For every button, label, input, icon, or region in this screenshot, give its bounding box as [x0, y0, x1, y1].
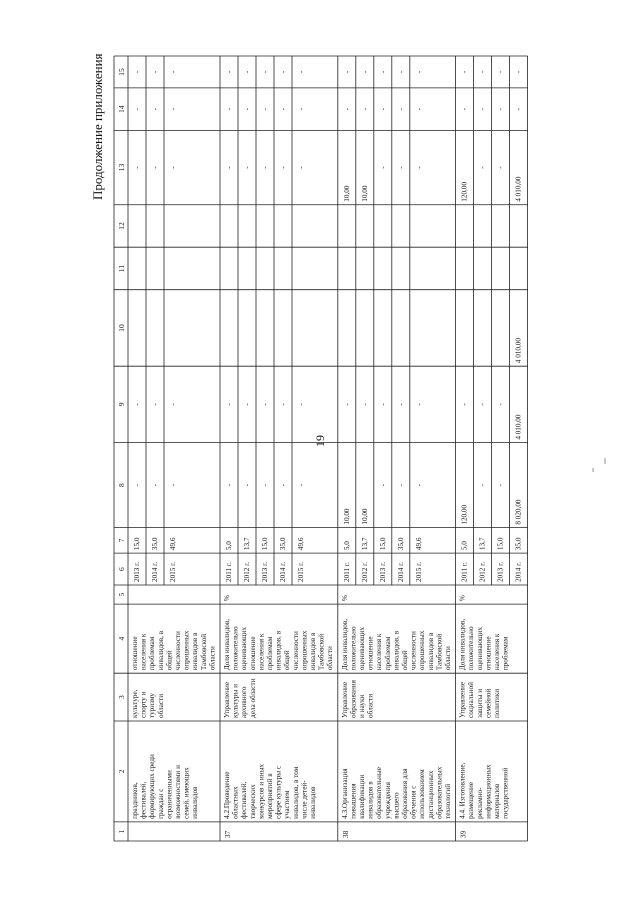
indicator-line: Тамбовской	[435, 633, 444, 671]
measure-name-line: возможностями и	[174, 765, 182, 819]
amount-cell-15: -	[133, 70, 141, 74]
amount-cell-14: -	[261, 107, 269, 111]
measure-name-line: сфере культуры с	[274, 765, 283, 819]
indicator-line: Тамбовской	[199, 633, 208, 671]
document-table	[110, 50, 565, 845]
row-number: 38	[341, 830, 350, 838]
executor-line: семейной	[484, 688, 493, 718]
indicator-line: Доля инвалидов,	[223, 618, 231, 671]
indicator-line: инвалидов в	[426, 632, 435, 671]
table-grid	[110, 50, 565, 845]
amount-cell-14: -	[496, 107, 505, 111]
row-number: 37	[224, 830, 232, 838]
year-cell: 2014 г.	[151, 561, 159, 582]
unit-cell: %	[458, 595, 467, 602]
indicator-line: Доля инвалидов,	[458, 618, 467, 671]
value-cell: 13,7	[243, 537, 251, 551]
amount-cell-13: -	[378, 166, 387, 169]
year-cell: 2014 г.	[514, 561, 523, 582]
executor-line: культуры и	[231, 683, 240, 718]
value-cell: 5,0	[460, 541, 469, 551]
amount-cell-8: 8 020,00	[514, 499, 523, 525]
column-header-9: 9	[117, 402, 126, 407]
amount-cell-8: -	[496, 483, 505, 487]
amount-cell-9: -	[378, 403, 387, 406]
year-cell: 2013 г.	[378, 561, 387, 582]
unit-cell: %	[340, 595, 349, 602]
year-cell: 2013 г.	[133, 561, 141, 582]
amount-cell-14: -	[478, 107, 487, 111]
indicator-line: инвалидов, в	[274, 630, 283, 671]
executor-line: и науки	[358, 694, 366, 718]
column-header-14: 14	[117, 105, 126, 113]
amount-cell-15: -	[225, 70, 233, 74]
measure-name-line: рекламно-	[475, 787, 484, 819]
measure-name-line: областных	[231, 786, 240, 819]
indicator-line: инвалидов, в	[156, 630, 165, 671]
measure-name-line: семей, имеющих	[182, 767, 191, 819]
amount-cell-8: -	[378, 483, 387, 487]
amount-cell-15: -	[514, 70, 523, 74]
year-cell: 2015 г.	[414, 561, 423, 582]
indicator-line: оценивающих	[240, 626, 249, 671]
amount-cell-13: -	[133, 166, 141, 169]
value-cell: 15,0	[378, 537, 387, 551]
column-header-3: 3	[117, 695, 126, 699]
amount-cell-14: -	[225, 107, 233, 111]
amount-cell-9: -	[261, 403, 269, 406]
rotated-table	[114, 56, 528, 841]
measure-name-line: фестивалей,	[240, 781, 249, 819]
year-cell: 2011 г.	[460, 562, 469, 582]
amount-cell-14: -	[378, 107, 387, 111]
indicator-line: положительно	[349, 626, 358, 671]
amount-cell-14: -	[514, 107, 523, 111]
amount-cell-9: -	[360, 403, 369, 406]
measure-name-line: творческих	[248, 784, 257, 819]
executor-line: области	[366, 693, 375, 718]
measure-name-line: 4.2.Проведение	[223, 771, 231, 819]
amount-cell-8: -	[151, 483, 159, 487]
indicator-line: опрошенных	[418, 630, 427, 671]
amount-cell-8: -	[225, 483, 233, 487]
column-header-1: 1	[117, 829, 126, 834]
scan-speck	[592, 468, 594, 472]
year-cell: 2011 г.	[225, 562, 233, 582]
amount-cell-13: -	[396, 166, 405, 169]
amount-cell-15: -	[261, 70, 269, 74]
indicator-line: инвалидов в	[191, 632, 200, 671]
value-cell: 35,0	[514, 537, 523, 551]
value-cell: 13,7	[478, 537, 487, 551]
year-cell: 2015 г.	[169, 561, 177, 582]
executor-line: защиты и	[475, 688, 484, 718]
year-cell: 2011 г.	[342, 562, 351, 582]
amount-cell-13: 120,00	[460, 181, 469, 202]
amount-cell-8: -	[261, 483, 269, 487]
indicator-line: оценивающих	[475, 626, 484, 671]
amount-cell-9: -	[225, 403, 233, 406]
scan-speck	[604, 458, 606, 464]
amount-cell-15: -	[460, 70, 469, 74]
indicator-line: отношение	[484, 636, 493, 671]
amount-cell-13: 10,00	[360, 185, 369, 202]
indicator-line: области	[208, 646, 217, 671]
measure-name-line: дистанционных	[426, 770, 435, 819]
amount-cell-9: -	[151, 403, 159, 406]
measure-name-line: 4.3.Организация	[340, 768, 349, 819]
indicator-line: населения к	[493, 633, 501, 671]
executor-line: Управление	[340, 681, 349, 718]
amount-cell-9: -	[496, 403, 505, 406]
indicator-line: численности	[409, 631, 418, 671]
indicator-line: области	[326, 646, 335, 671]
executor-line: архивного	[240, 686, 249, 718]
amount-cell-9: -	[243, 403, 251, 406]
year-cell: 2012 г.	[360, 561, 369, 582]
measure-name-line: материалов	[493, 783, 501, 819]
amount-cell-9: -	[342, 403, 351, 406]
year-cell: 2012 г.	[478, 561, 487, 582]
indicator-line: общей	[401, 650, 409, 671]
value-cell: 15,0	[496, 537, 505, 551]
executor-line: социальной	[467, 682, 476, 718]
measure-name-line: фестивалей,	[139, 781, 148, 819]
measure-name-line: граждан с	[156, 788, 165, 819]
measure-name-line: 4.4. Изготовление,	[458, 762, 467, 819]
column-header-2: 2	[117, 769, 126, 774]
amount-cell-8: 120,00	[460, 504, 469, 525]
amount-cell-9: -	[297, 403, 305, 406]
amount-cell-14: -	[133, 107, 141, 111]
amount-cell-15: -	[360, 70, 369, 74]
measure-name-line: участием	[283, 790, 292, 819]
amount-cell-13: 4 010,00	[514, 176, 523, 202]
amount-cell-13: -	[261, 166, 269, 169]
executor-line: спорту и	[139, 691, 148, 718]
indicator-line: отношение	[248, 636, 257, 671]
indicator-line: инвалидов, в	[392, 630, 401, 671]
column-header-8: 8	[117, 483, 126, 488]
value-cell: 49,6	[414, 537, 423, 551]
value-cell: 15,0	[133, 537, 141, 551]
value-cell: 49,6	[297, 537, 305, 551]
measure-name-line: инвалидов, в том	[291, 766, 300, 819]
year-cell: 2015 г.	[297, 561, 305, 582]
column-header-11: 11	[117, 264, 126, 273]
executor-line: туризму	[148, 692, 157, 718]
amount-cell-13: -	[151, 166, 159, 169]
amount-cell-14: -	[342, 107, 351, 111]
column-header-13: 13	[117, 163, 126, 172]
amount-cell-13: -	[243, 166, 251, 169]
amount-cell-15: -	[478, 70, 487, 74]
amount-cell-14: -	[360, 107, 369, 111]
measure-name-line: инвалидов	[309, 786, 317, 819]
executor-line: образования	[349, 680, 358, 718]
amount-cell-8: -	[243, 483, 251, 487]
indicator-line: Доля инвалидов,	[340, 618, 349, 671]
amount-cell-8: -	[133, 483, 141, 487]
measure-name-line: образования для	[401, 768, 409, 819]
amount-cell-9: -	[414, 403, 423, 406]
row-number: 39	[459, 830, 468, 838]
indicator-line: отношение	[366, 636, 375, 671]
amount-cell-14: -	[169, 107, 177, 111]
measure-name-line: размещение	[467, 782, 476, 819]
amount-cell-14: -	[396, 107, 405, 111]
amount-cell-14: -	[279, 107, 287, 111]
amount-cell-9: -	[460, 403, 469, 406]
amount-cell-15: -	[169, 70, 177, 74]
amount-cell-9: -	[279, 403, 287, 406]
amount-cell-8: -	[396, 483, 405, 487]
measure-name-line: государственной	[501, 767, 510, 819]
executor-line: политики	[493, 688, 501, 718]
column-header-10: 10	[117, 324, 126, 332]
amount-cell-8: -	[279, 483, 287, 487]
value-cell: 13,7	[360, 537, 369, 551]
measure-name-line: квалификации	[358, 774, 366, 819]
indicator-line: инвалидов в	[309, 632, 317, 671]
indicator-line: положительно	[467, 626, 476, 671]
amount-cell-8: 10,00	[342, 508, 351, 525]
executor-line: Управление	[223, 681, 231, 718]
column-header-6: 6	[117, 567, 126, 571]
amount-cell-14: -	[297, 107, 305, 111]
measure-name-line: образовательные	[375, 767, 384, 819]
amount-cell-13: -	[496, 166, 505, 169]
executor-line: Управление	[458, 681, 467, 718]
indicator-line: проблемам	[266, 636, 274, 671]
column-header-5: 5	[117, 592, 126, 597]
value-cell: 5,0	[342, 541, 351, 551]
amount-cell-15: -	[378, 70, 387, 74]
value-cell: 35,0	[151, 537, 159, 551]
amount-cell-13: -	[169, 166, 177, 169]
continuation-heading: Продолжение приложения	[90, 53, 105, 200]
amount-cell-13: -	[478, 166, 487, 169]
amount-cell-15: -	[396, 70, 405, 74]
indicator-line: проблемам	[501, 636, 510, 671]
executor-line: дела области	[248, 678, 257, 718]
amount-cell-8: -	[478, 483, 487, 487]
year-cell: 2014 г.	[396, 561, 405, 582]
amount-cell-10: 4 010,00	[514, 338, 523, 364]
amount-cell-9: 4 010,00	[514, 414, 523, 440]
amount-cell-8: -	[169, 483, 177, 487]
measure-name-line: числе детей-	[300, 780, 309, 819]
amount-cell-13: 10,00	[342, 185, 351, 202]
amount-cell-8: -	[414, 483, 423, 487]
indicator-line: оценивающих	[358, 626, 366, 671]
measure-name-line: повышения	[349, 783, 358, 819]
amount-cell-15: -	[297, 70, 305, 74]
measure-name-line: образовательных	[435, 766, 444, 819]
year-cell: 2014 г.	[279, 561, 287, 582]
value-cell: 35,0	[396, 537, 405, 551]
measure-name-line: технологий	[444, 783, 452, 819]
measure-name-line: мероприятий в	[266, 773, 274, 819]
measure-name-line: учреждения	[383, 782, 392, 819]
measure-name-line: инвалидов в	[366, 781, 375, 819]
amount-cell-9: -	[169, 403, 177, 406]
measure-name-line: инвалидов	[191, 786, 200, 819]
measure-name-line: формирующих среди	[148, 754, 157, 819]
value-cell: 49,6	[169, 537, 177, 551]
indicator-line: общей	[165, 650, 174, 671]
measure-name-line: использованием	[418, 769, 427, 819]
amount-cell-9: -	[133, 403, 141, 406]
year-cell: 2013 г.	[261, 561, 269, 582]
amount-cell-15: -	[342, 70, 351, 74]
measure-name-line: праздников,	[131, 782, 139, 819]
measure-name-line: высшего	[392, 792, 401, 819]
amount-cell-9: -	[396, 403, 405, 406]
indicator-line: численности	[174, 631, 182, 671]
indicator-line: общей	[283, 650, 292, 671]
value-cell: 5,0	[225, 541, 233, 551]
indicator-line: проблемам	[383, 636, 392, 671]
column-header-15: 15	[117, 68, 126, 76]
amount-cell-8: 10,00	[360, 508, 369, 525]
column-header-7: 7	[117, 538, 126, 543]
indicator-line: Тамбовской	[317, 633, 326, 671]
amount-cell-9: -	[478, 403, 487, 406]
indicator-line: проблемам	[148, 636, 157, 671]
amount-cell-14: -	[243, 107, 251, 111]
indicator-line: опрошенных	[300, 630, 309, 671]
indicator-line: опрошенных	[182, 630, 191, 671]
amount-cell-13: -	[279, 166, 287, 169]
column-header-12: 12	[117, 222, 126, 230]
amount-cell-13: -	[297, 166, 305, 169]
indicator-line: населения к	[139, 633, 148, 671]
amount-cell-14: -	[414, 107, 423, 111]
indicator-line: численности	[291, 631, 300, 671]
amount-cell-14: -	[460, 107, 469, 111]
measure-name-line: информационных	[484, 764, 493, 819]
amount-cell-15: -	[279, 70, 287, 74]
amount-cell-15: -	[414, 70, 423, 74]
year-cell: 2012 г.	[243, 561, 251, 582]
page-number: 19	[313, 435, 327, 447]
amount-cell-15: -	[496, 70, 505, 74]
value-cell: 15,0	[261, 537, 269, 551]
amount-cell-15: -	[151, 70, 159, 74]
value-cell: 35,0	[279, 537, 287, 551]
amount-cell-15: -	[243, 70, 251, 74]
amount-cell-13: -	[225, 166, 233, 169]
amount-cell-8: -	[297, 483, 305, 487]
executor-line: культуре,	[131, 689, 139, 718]
indicator-line: области	[444, 646, 452, 671]
indicator-line: отношение	[131, 636, 139, 671]
amount-cell-14: -	[151, 107, 159, 111]
executor-line: области	[156, 693, 165, 718]
amount-cell-13: -	[414, 166, 423, 169]
year-cell: 2013 г.	[496, 561, 505, 582]
unit-cell: %	[223, 595, 231, 602]
measure-name-line: конкурсов и иных	[257, 763, 266, 819]
indicator-line: положительно	[231, 626, 240, 671]
measure-name-line: обучения с	[409, 785, 418, 819]
indicator-line: населения к	[257, 633, 266, 671]
measure-name-line: ограниченными	[165, 770, 174, 819]
column-header-4: 4	[117, 636, 126, 641]
indicator-line: населения к	[375, 633, 384, 671]
